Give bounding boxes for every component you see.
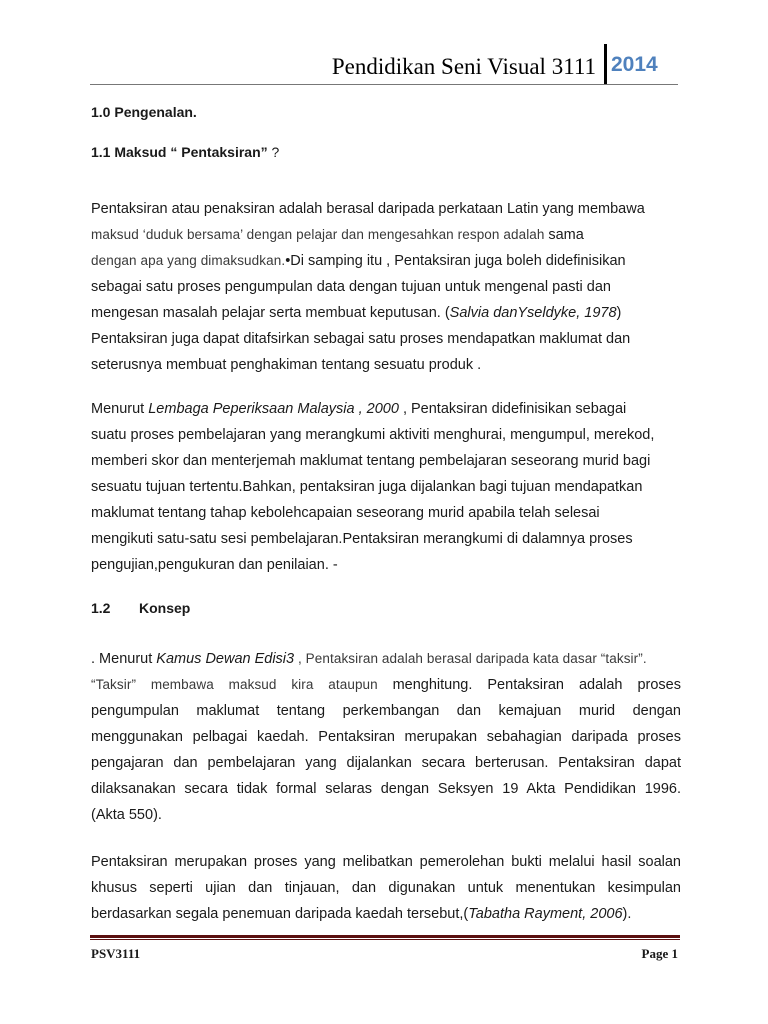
p2-line-7: pengujian,pengukuran dan penilaian. - xyxy=(91,557,338,573)
konsep-number: 1.2 xyxy=(91,600,111,616)
p3-line-2-b: menghitung. Pentaksiran adalah proses xyxy=(392,677,681,693)
p2-line-4: sesuatu tujuan tertentu.Bahkan, pentaksiran juga dijalankan bagi tujuan mendapatkan xyxy=(91,479,643,495)
citation-tabatha: Tabatha Rayment, 2006 xyxy=(468,906,623,922)
p2-line-3: memberi skor dan menterjemah maklumat tentang pembelajaran seseorang murid bagi xyxy=(91,453,651,469)
p4-line-3-a: berdasarkan segala penemuan daripada kaedah tersebut,( xyxy=(91,906,469,922)
header-divider xyxy=(604,44,607,84)
paragraph-3 xyxy=(91,646,681,828)
p1-line-4: sebagai satu proses pengumpulan data dengan tujuan untuk mengenal pasti dan xyxy=(91,279,611,295)
p1-line-2 xyxy=(91,222,681,248)
citation-kamus: Kamus Dewan Edisi3 xyxy=(156,651,295,667)
p2-line-1 xyxy=(91,396,681,422)
citation-salvia: Salvia danYseldyke, 1978 xyxy=(449,305,617,321)
p4-line-2: khusus seperti ujian dan tinjauan, dan digunakan untuk menentukan kesimpulan xyxy=(91,880,681,896)
p4-line-3-b: ). xyxy=(622,906,632,922)
p1-line-3 xyxy=(91,248,681,274)
p1-line-2-b: sama xyxy=(548,227,584,243)
p3-line-4: menggunakan pelbagai kaedah. Pentaksiran merupakan sebahagian daripada proses xyxy=(91,729,681,745)
p1-line-3-a: dengan apa yang dimaksudkan. xyxy=(91,253,286,268)
page-header xyxy=(90,44,678,84)
footer-rule-thin xyxy=(90,939,680,940)
p4-line-3 xyxy=(91,901,681,927)
paragraph-1 xyxy=(91,196,681,378)
p3-line-1 xyxy=(91,646,681,672)
p2-line-2: suatu proses pembelajaran yang merangkumi aktiviti menghurai, mengumpul, merekod, xyxy=(91,427,655,443)
header-rule xyxy=(90,84,678,85)
p2-line-6: mengikuti satu-satu sesi pembelajaran.Pentaksiran merangkumi di dalamnya proses xyxy=(91,531,633,547)
header-year: 2014 xyxy=(611,53,658,76)
p3-line-6: dilaksanakan secara tidak formal selaras dengan Seksyen 19 Akta Pendidikan 1996. xyxy=(91,781,681,797)
p3-line-2-a: “Taksir” membawa maksud kira ataupun xyxy=(91,677,393,692)
section-heading-konsep xyxy=(91,600,190,616)
section-heading-maksud xyxy=(91,144,279,160)
p2-line-1-b: , Pentaksiran didefinisikan sebagai xyxy=(398,401,627,417)
p3-line-1-a: . Menurut xyxy=(91,651,157,667)
p2-line-5: maklumat tentang tahap kebolehcapaian seseorang murid apabila telah selesai xyxy=(91,505,600,521)
p1-line-5 xyxy=(91,300,681,326)
p1-line-3-b: •Di samping itu , Pentaksiran juga boleh didefinisikan xyxy=(285,253,626,269)
footer-course-code: PSV3111 xyxy=(91,946,141,961)
paragraph-4 xyxy=(91,849,681,927)
section-heading-pengenalan: 1.0 Pengenalan. xyxy=(91,104,197,120)
p1-line-1: Pentaksiran atau penaksiran adalah berasal daripada perkataan Latin yang membawa xyxy=(91,201,645,217)
maksud-heading-text: 1.1 Maksud “ Pentaksiran” xyxy=(91,144,268,160)
footer-rule-thick xyxy=(90,935,680,938)
p4-line-1: Pentaksiran merupakan proses yang melibatkan pemerolehan bukti melalui hasil soalan xyxy=(91,854,681,870)
p3-line-1-b: , Pentaksiran adalah berasal daripada kata dasar “taksir”. xyxy=(294,651,647,666)
p1-line-7: seterusnya membuat penghakiman tentang sesuatu produk . xyxy=(91,357,482,373)
p3-line-3: pengumpulan maklumat tentang perkembangan dan kemajuan murid dengan xyxy=(91,703,681,719)
p2-line-1-a: Menurut xyxy=(91,401,149,417)
p1-line-6: Pentaksiran juga dapat ditafsirkan sebagai satu proses mendapatkan maklumat dan xyxy=(91,331,631,347)
konsep-title: Konsep xyxy=(139,600,191,616)
p3-line-7: (Akta 550). xyxy=(91,807,162,823)
p1-line-2-a: maksud ‘duduk bersama’ dengan pelajar dan mengesahkan respon adalah xyxy=(91,227,549,242)
p1-line-5-b: ) xyxy=(616,305,622,321)
p3-line-2 xyxy=(91,672,681,698)
paragraph-2 xyxy=(91,396,681,578)
header-title: Pendidikan Seni Visual 3111 xyxy=(331,54,596,79)
citation-lembaga: Lembaga Peperiksaan Malaysia , 2000 xyxy=(148,401,399,417)
maksud-heading-question: ? xyxy=(267,144,280,160)
p1-line-5-a: mengesan masalah pelajar serta membuat keputusan. ( xyxy=(91,305,450,321)
footer-page-number: Page 1 xyxy=(641,946,678,961)
p3-line-5: pengajaran dan pembelajaran yang dijalankan secara berterusan. Pentaksiran dapat xyxy=(91,755,681,771)
